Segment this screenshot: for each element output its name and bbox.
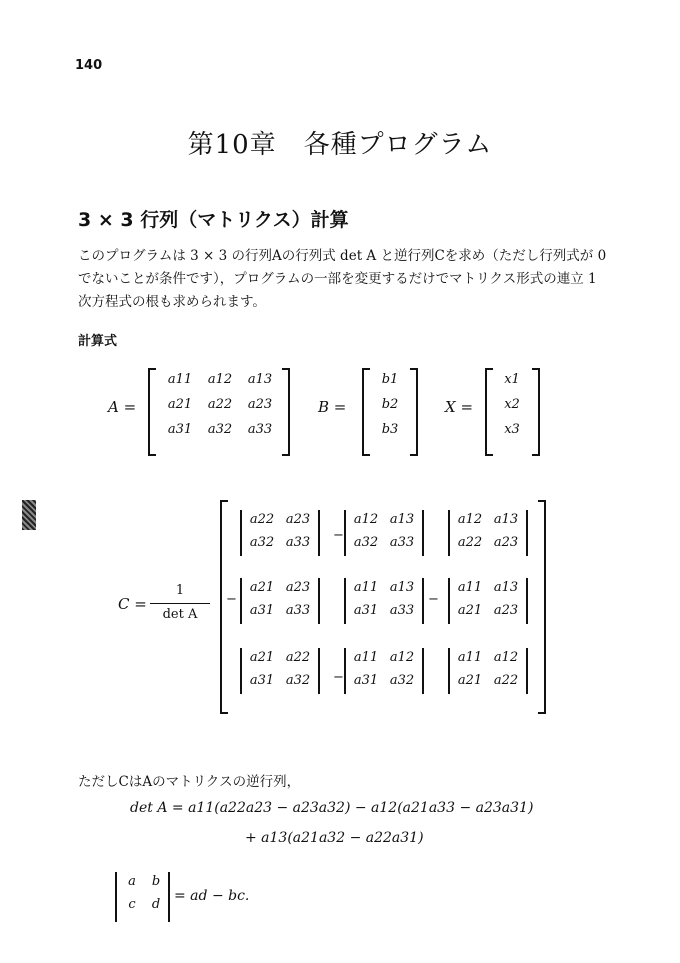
det-formula-line1: det A = a11(a22a23 − a23a32) − a12(a21a33 − a23a31): [130, 800, 534, 816]
matrix-cell: x2: [504, 397, 520, 412]
chapter-title: 第10章 各種プログラム: [187, 130, 493, 160]
matrix-cell: a23: [247, 397, 273, 412]
matrix-cell: c: [128, 897, 136, 912]
det-bar-right: [168, 872, 170, 922]
matrix-cell: a31: [249, 673, 275, 688]
matrix-cell: a11: [353, 650, 379, 665]
minor-bar-left: [448, 578, 450, 624]
matrix-cell: a33: [389, 535, 415, 550]
minor-bar-right: [422, 578, 424, 624]
matrix-cell: a11: [457, 650, 483, 665]
matrix-cell: a13: [247, 372, 273, 387]
page-number: 140: [75, 58, 103, 73]
A-label: A =: [108, 398, 137, 416]
minor-matrix: [452, 650, 524, 688]
matrix-cell: a22: [249, 512, 275, 527]
matrix-cell: b3: [381, 422, 399, 437]
minus-sign: −: [333, 528, 344, 543]
minor-bar-right: [526, 510, 528, 556]
margin-thumb-index: [22, 500, 36, 530]
matrix-cell: a21: [457, 603, 483, 618]
minor-bar-left: [344, 648, 346, 694]
minor-bar-right: [526, 578, 528, 624]
matrix-cell: a22: [285, 650, 311, 665]
minor-matrix: [452, 512, 524, 550]
minor-bar-left: [344, 578, 346, 624]
matrix-cell: x3: [504, 422, 520, 437]
minor-matrix: [348, 650, 420, 688]
det-rule-matrix: [120, 874, 168, 912]
matrix-cell: a31: [353, 673, 379, 688]
matrix-cell: a13: [493, 580, 519, 595]
A-bracket-right: [282, 368, 290, 456]
matrix-cell: a13: [389, 580, 415, 595]
matrix-cell: a33: [247, 422, 273, 437]
matrix-cell: a33: [285, 535, 311, 550]
matrix-cell: a33: [285, 603, 311, 618]
matrix-A: [160, 372, 280, 437]
matrix-cell: b1: [381, 372, 399, 387]
matrix-cell: a13: [493, 512, 519, 527]
matrix-cell: a32: [389, 673, 415, 688]
matrix-cell: a11: [457, 580, 483, 595]
matrix-cell: a21: [167, 397, 193, 412]
formula-label: 計算式: [78, 334, 118, 349]
matrix-cell: b2: [381, 397, 399, 412]
minor-bar-right: [318, 510, 320, 556]
minor-matrix: [348, 580, 420, 618]
matrix-cell: a22: [457, 535, 483, 550]
C-label: C =: [118, 595, 147, 613]
matrix-cell: a12: [207, 372, 233, 387]
matrix-cell: a33: [389, 603, 415, 618]
matrix-cell: a21: [249, 580, 275, 595]
B-label: B =: [318, 398, 347, 416]
minor-bar-left: [240, 648, 242, 694]
minor-matrix: [452, 580, 524, 618]
minor-bar-right: [422, 648, 424, 694]
det-rule-result: = ad − bc.: [174, 888, 250, 904]
det-bar-left: [115, 872, 117, 922]
section-title: 3 × 3 行列（マトリクス）計算: [78, 209, 349, 231]
matrix-cell: a13: [389, 512, 415, 527]
note-text: ただしCはAのマトリクスの逆行列，: [78, 774, 301, 790]
matrix-cell: a21: [249, 650, 275, 665]
matrix-cell: a12: [457, 512, 483, 527]
matrix-cell: a22: [207, 397, 233, 412]
minus-sign: −: [226, 592, 237, 607]
matrix-cell: d: [151, 897, 161, 912]
B-bracket-left: [362, 368, 370, 456]
minor-matrix: [244, 650, 316, 688]
matrix-cell: a32: [207, 422, 233, 437]
matrix-cell: a23: [285, 512, 311, 527]
minor-matrix: [244, 580, 316, 618]
matrix-cell: a23: [285, 580, 311, 595]
minor-bar-left: [448, 648, 450, 694]
minor-bar-right: [422, 510, 424, 556]
minor-bar-left: [240, 510, 242, 556]
matrix-cell: a32: [353, 535, 379, 550]
matrix-cell: a11: [353, 580, 379, 595]
matrix-cell: a22: [493, 673, 519, 688]
matrix-cell: a23: [493, 603, 519, 618]
matrix-cell: b: [151, 874, 161, 889]
matrix-cell: x1: [504, 372, 520, 387]
matrix-B: [370, 372, 410, 437]
matrix-X: [492, 372, 532, 437]
matrix-cell: a31: [249, 603, 275, 618]
fraction-line: [150, 603, 210, 604]
minor-bar-left: [448, 510, 450, 556]
matrix-cell: a: [128, 874, 136, 889]
C-bracket-right: [538, 500, 546, 714]
matrix-cell: a23: [493, 535, 519, 550]
matrix-cell: a12: [389, 650, 415, 665]
A-bracket-left: [148, 368, 156, 456]
det-formula-line2: + a13(a21a32 − a22a31): [245, 830, 424, 846]
minus-sign: −: [333, 670, 344, 685]
matrix-cell: a12: [493, 650, 519, 665]
matrix-cell: a32: [249, 535, 275, 550]
intro-paragraph: このプログラムは 3 × 3 の行列Aの行列式 det A と逆行列Cを求め（ただし行列式が 0 でないことが条件です），プログラムの一部を変更するだけでマトリクス形式の連立 1 次方程式の根も求められます。: [78, 248, 607, 310]
minor-bar-left: [344, 510, 346, 556]
X-bracket-right: [532, 368, 540, 456]
minus-sign: −: [428, 592, 439, 607]
minor-matrix: [348, 512, 420, 550]
fraction-denominator: det A: [162, 607, 198, 622]
matrix-cell: a31: [353, 603, 379, 618]
C-bracket-left: [220, 500, 228, 714]
matrix-cell: a11: [167, 372, 193, 387]
X-label: X =: [445, 398, 474, 416]
minor-bar-right: [526, 648, 528, 694]
matrix-cell: a31: [167, 422, 193, 437]
fraction-numerator: 1: [175, 583, 185, 598]
minor-matrix: [244, 512, 316, 550]
minor-bar-right: [318, 648, 320, 694]
minor-bar-right: [318, 578, 320, 624]
matrix-cell: a21: [457, 673, 483, 688]
minor-bar-left: [240, 578, 242, 624]
B-bracket-right: [410, 368, 418, 456]
matrix-cell: a32: [285, 673, 311, 688]
matrix-cell: a12: [353, 512, 379, 527]
